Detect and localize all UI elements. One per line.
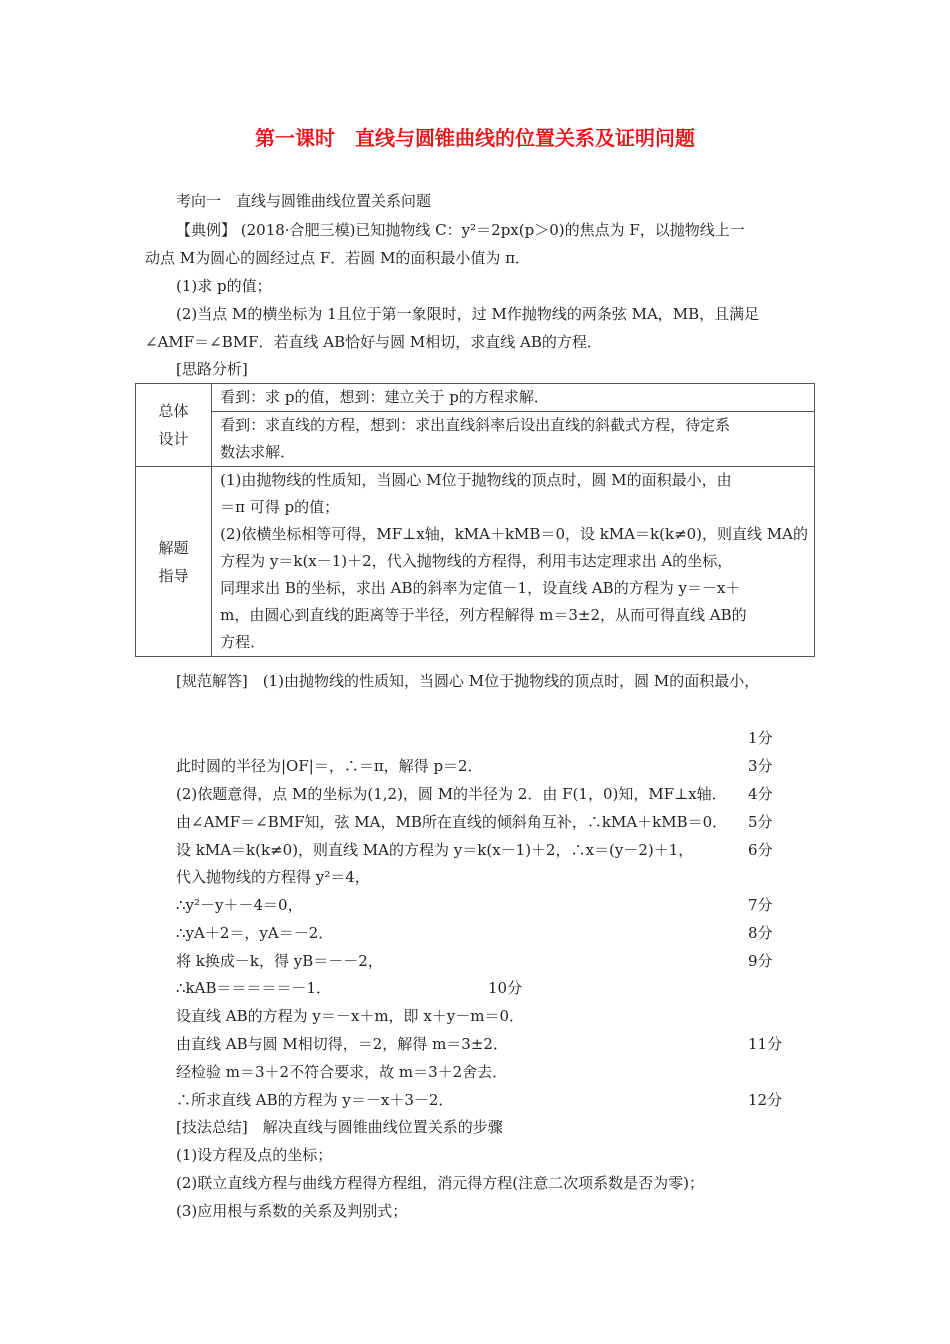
score-label: 8分: [748, 924, 773, 942]
page-title: 第一课时 直线与圆锥曲线的位置关系及证明问题: [255, 126, 695, 150]
solution-line: ∴yA＋2＝，yA＝－2．: [176, 924, 334, 942]
table-head-guide: 解题 指导: [136, 467, 212, 657]
score-label: 11分: [748, 1035, 783, 1053]
solution-line: ∴y²－y＋－4＝0，: [176, 896, 303, 914]
question-2-line-1: (2)当点 M的横坐标为 1且位于第一象限时，过 M作抛物线的两条弦 MA，MB，且满足: [176, 305, 760, 323]
example-line-2: 动点 M为圆心的圆经过点 F．若圆 M的面积最小值为 π．: [145, 249, 531, 267]
solution-line: 此时圆的半径为|OF|＝，∴＝π，解得 p＝2．: [176, 757, 483, 775]
solution-line: 设 kMA＝k(k≠0)，则直线 MA的方程为 y＝k(x－1)＋2，∴x＝(y－2)＋1，: [176, 841, 694, 859]
guide-line: 方程．: [220, 633, 266, 651]
solution-line: 设直线 AB的方程为 y＝－x＋m，即 x＋y－m＝0．: [176, 1007, 525, 1025]
solution-line: 由直线 AB与圆 M相切得，＝2，解得 m＝3±2．: [176, 1035, 508, 1053]
score-label: 5分: [748, 813, 773, 831]
solution-line: ∴所求直线 AB的方程为 y＝－x＋3－2．: [176, 1091, 454, 1109]
table-cell-overall: [212, 384, 815, 467]
solution-intro: [规范解答] (1)由抛物线的性质知，当圆心 M位于抛物线的顶点时，圆 M的面积最小，: [176, 672, 760, 690]
solution-line: ∴kAB＝＝＝＝＝－1．: [176, 979, 332, 997]
guide-line: ＝π 可得 p的值；: [220, 498, 340, 516]
guide-line: 同理求出 B的坐标，求出 AB的斜率为定值－1，设直线 AB的方程为 y＝－x＋: [220, 579, 741, 597]
table-head-overall: 总体 设计: [136, 384, 212, 467]
overall-line-2: 看到：求直线的方程，想到：求出直线斜率后设出直线的斜截式方程，待定系: [220, 416, 731, 434]
direction-heading: 考向一 直线与圆锥曲线位置关系问题: [176, 192, 432, 210]
solution-line: 代入抛物线的方程得 y²＝4，: [176, 868, 370, 886]
summary-step: (3)应用根与系数的关系及判别式；: [176, 1202, 408, 1220]
score-label: 4分: [748, 785, 773, 803]
score-label: 7分: [748, 896, 773, 914]
score-label: 3分: [748, 757, 773, 775]
summary-step: (2)联立直线方程与曲线方程得方程组，消元得方程(注意二次项系数是否为零)；: [176, 1174, 704, 1192]
solution-line: (2)依题意得，点 M的坐标为(1,2)，圆 M的半径为 2．由 F(1，0)知，MF⊥x轴．: [176, 785, 727, 803]
question-2-line-2: ∠AMF＝∠BMF．若直线 AB恰好与圆 M相切，求直线 AB的方程．: [145, 333, 602, 351]
solution-line: 经检验 m＝3＋2不符合要求，故 m＝3＋2舍去．: [176, 1063, 508, 1081]
score-label: 10分: [488, 979, 523, 997]
overall-line-1: 看到：求 p的值，想到：建立关于 p的方程求解．: [220, 388, 549, 406]
summary-label: [技法总结] 解决直线与圆锥曲线位置关系的步骤: [176, 1118, 503, 1136]
analysis-label: [思路分析]: [176, 360, 248, 378]
solution-line: 由∠AMF＝∠BMF知，弦 MA，MB所在直线的倾斜角互补，∴kMA＋kMB＝0．: [176, 813, 728, 831]
guide-line: (1)由抛物线的性质知，当圆心 M位于抛物线的顶点时，圆 M的面积最小，由: [220, 471, 732, 489]
score-label: 9分: [748, 952, 773, 970]
analysis-table: [135, 383, 815, 657]
example-line-1: 【典例】 (2018·合肥三模)已知抛物线 C：y²＝2px(p＞0)的焦点为 F，以抛物线上一: [176, 221, 745, 239]
guide-line: (2)依横坐标相等可得，MF⊥x轴，kMA＋kMB＝0，设 kMA＝k(k≠0)，则直线 MA的: [220, 525, 808, 543]
table-cell-guide: [212, 467, 815, 657]
score-label: 1分: [748, 729, 773, 747]
summary-step: (1)设方程及点的坐标；: [176, 1146, 333, 1164]
solution-line: 将 k换成－k，得 yB＝－－2，: [176, 952, 383, 970]
guide-line: m，由圆心到直线的距离等于半径，列方程解得 m＝3±2，从而可得直线 AB的: [220, 606, 747, 624]
score-label: 12分: [748, 1091, 783, 1109]
score-label: 6分: [748, 841, 773, 859]
question-1: (1)求 p的值；: [176, 277, 272, 295]
guide-line: 方程为 y＝k(x－1)＋2，代入抛物线的方程得，利用韦达定理求出 A的坐标，: [220, 552, 733, 570]
overall-line-3: 数法求解．: [220, 443, 296, 461]
